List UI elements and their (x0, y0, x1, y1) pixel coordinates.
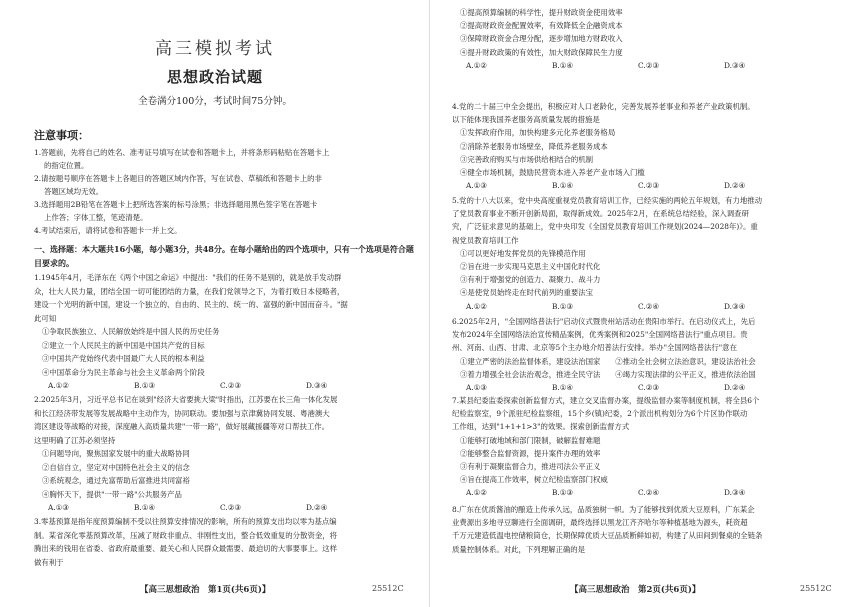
q-line: 工作组，达到"1+1+1>3"的效果。探索创新监督方式 (452, 422, 630, 432)
answer-options (452, 381, 848, 394)
notes-list (34, 146, 416, 237)
option: C.②③ (638, 181, 659, 191)
section-heading: 一、选择题：本大题共16小题，每小题3分，共48分。在每小题给出的四个选项中，只有一个选项是符合题目要求的。 (34, 244, 414, 268)
q-line: ②自信自立，坚定对中国特色社会主义的信念 (42, 462, 190, 472)
option: B.①④ (552, 60, 574, 70)
q-line: 发布2024年全国网络法治宣传精品案例，优秀案例和2025"全国网络普法行"重点项目。贵 (452, 330, 748, 340)
q-line: 建设一个光明的新中国，建设一个独立的、自由的、民主的、统一的、富强的新中国而奋斗。"据 (34, 300, 348, 309)
notice-heading: 注意事项： (34, 129, 89, 142)
option: A.①② (48, 381, 69, 390)
q-line: 湾区建设等战略的对接，深度融入高质量共建"一带一路"，做好展藏援疆等对口帮扶工作。 (34, 422, 330, 431)
option: A.①② (466, 60, 487, 70)
q-line: ④是使党员始终走在时代前列的重要法宝 (460, 288, 594, 298)
option: D.②④ (724, 383, 746, 393)
note-line: 2.请按题号顺序在答题卡上各题目的答题区域内作答，写在试卷、草稿纸和答题卡上的非 (34, 174, 322, 183)
option: B.①③ (552, 488, 574, 498)
q-line: ③保障财政资金合理分配，逐步增加地方财政收入 (460, 34, 623, 44)
q-line: 州、河南、山西、甘肃、北京等5个主办地介绍普法行安排。举办"全国网络普法行"意在 (452, 343, 737, 353)
q-line: ③中国共产党始终代表中国最广大人民的根本利益 (42, 354, 205, 363)
q-line: ④中国革命分为民主革命与社会主义革命两个阶段 (42, 367, 205, 377)
question-7 (452, 394, 848, 500)
option: C.②④ (638, 301, 659, 311)
option: C.②④ (638, 488, 659, 498)
page-footer: 【高三思想政治 第2页(共6页)】 (570, 585, 701, 595)
q-line: ②旨在进一步实现马克思主义中国化时代化 (460, 262, 601, 272)
question-6 (452, 315, 848, 394)
q-line: ④旨在提高工作效率，树立纪检监察部门权威 (460, 475, 608, 485)
answer-options (452, 179, 848, 192)
q-line: 纪检监察室，9个派驻纪检监察组，15个乡(镇)纪委，2个派出机构划分为6个片区协作联动 (452, 409, 748, 419)
q-line: 究，广泛征求意见的基础上，党中央印发《全国党员教育培训工作规划(2024—2028年)》。重 (452, 222, 758, 232)
question-4 (452, 100, 848, 192)
option: C.②③ (638, 383, 659, 393)
answer-options (452, 59, 848, 72)
q-line: 7.某县纪委监委探索创新监督方式，建立交叉监督办案，提级监督办案等制度机制，将全县6个 (452, 396, 760, 405)
q-line: 6.2025年2月，"全国网络普法行"启动仪式暨贵州站活动在贵阳市举行。在启动仪式上，先后 (452, 317, 756, 326)
option: D.③④ (724, 301, 746, 311)
q-line: ②消除养老服务市场壁垒，降低养老服务成本 (460, 141, 608, 151)
note-line: 的指定位置。 (44, 161, 89, 170)
q-line: ①发挥政府作用，加快构建多元化养老服务格局 (460, 128, 616, 138)
question-8 (452, 503, 848, 556)
q-line: 1.1945年4月，毛泽东在《两个中国之命运》中提出："我们的任务不是别的，就是放手发动群 (34, 273, 342, 282)
q-line: 制。某省深化零基预算改革，压减了财政非重点、非刚性支出，整合低效重复的分散资金，将 (34, 530, 338, 540)
answer-options (34, 379, 418, 393)
note-line: 3.选择题用2B铅笔在答题卡上把所选答案的标号涂黑；非选择题用黑色签字笔在答题卡 (34, 200, 318, 209)
q-line: 以下能体现我国养老服务高质量发展的措施是 (452, 115, 600, 125)
q-line: 这里明确了江苏必须坚持 (34, 435, 116, 445)
q-line: 众，壮大人民力量，团结全国一切可能团结的力量，在我们党领导之下，为着打败日本侵略者， (34, 286, 345, 296)
option: D.②④ (724, 181, 746, 191)
q-line: ③完善政府购买与市场供给相结合的机制 (460, 154, 594, 164)
q-line: ④健全市场机制，鼓励民营资本进入养老产业市场入门槛 (460, 168, 645, 178)
q-line: ②能够整合监督资源，提升案件办理的效率 (460, 448, 601, 458)
q-line: ③系统观念，通过先富帮助后富推进共同富裕 (42, 476, 190, 485)
q-line: ④提升财政政策的有效性，加大财政保障民生力度 (460, 47, 623, 57)
q-line: 千万元建造低温电控储粮筒仓，长期保障优质大豆品质断鲜如初，构建了从田间到餐桌的全链条 (452, 531, 763, 541)
q-line: 4.党的二十届三中全会提出，积极应对人口老龄化，完善发展养老事业和养老产业政策机制。 (452, 102, 755, 111)
q-line: 8.广东在优质酱油的酿造上传承久远，品质独树一帜。为了能够找到优质大豆原料，广东某企 (452, 505, 755, 514)
q-line: ①建立严密的法治监督体系，建设法治国家 ②推动全社会树立法治意识，建设法治社会 (460, 356, 756, 366)
option: B.①④ (134, 503, 156, 512)
q-line: ②建立一个人民民主的新中国是中国共产党的目标 (42, 340, 205, 350)
page-footer: 【高三思想政治 第1页(共6页)】 (140, 585, 271, 595)
q-line: ③有利于增强党的创造力、凝聚力、战斗力 (460, 275, 601, 285)
option: A.①③ (466, 181, 487, 191)
option: D.③④ (724, 488, 746, 498)
q-line: 和长江经济带发展等发展战略中主动作为，协同联动。要加强与京津冀协同发展、粤港澳大 (34, 408, 330, 418)
option: C.②③ (638, 60, 659, 70)
q-line: 腾出来的钱用在省委、省政府最重要、最关心和人民群众最需要、最迫切的大事要事上。这样 (34, 544, 338, 553)
question-3-continued (452, 6, 848, 72)
option: A.①③ (466, 383, 487, 393)
note-line: 4.考试结束后，请将试卷和答题卡一并上交。 (34, 226, 182, 235)
option: A.①② (466, 488, 487, 498)
question-5 (452, 194, 848, 313)
q-line: ①提高预算编制的科学性，提升财政资金使用效率 (460, 8, 623, 17)
q-line: ①问题导向，聚焦国家发展中的重大战略协同 (42, 449, 190, 458)
note-line: 答题区域均无效。 (44, 187, 104, 196)
subject-title: 思想政治试题 (166, 68, 263, 86)
q-line: 了党员教育事业不断开创新局面，取得新成效。2025年2月，在系统总结经验，深入调查研 (452, 209, 749, 219)
q-line: ①争取民族独立、人民解放始终是中国人民的历史任务 (42, 327, 220, 336)
q-line: 此可知 (34, 313, 57, 323)
q-line: 质量控制体系。对此，下列理解正确的是 (452, 544, 586, 554)
q-line: ④胸怀天下，提供"一带一路"公共服务产品 (42, 489, 182, 499)
option: A.①② (466, 301, 487, 311)
option: B.①④ (552, 383, 574, 393)
question-2 (34, 393, 418, 515)
q-line: ③着力增强全社会法治观念，推进全民守法 ④竭力实现法律的公平正义，推进依法治国 (460, 369, 756, 379)
answer-options (34, 501, 418, 515)
page-2 (430, 0, 860, 607)
option: A.①③ (48, 503, 69, 512)
paper-code: 25512C (372, 584, 404, 593)
q-line: 5.党的十八大以来，党中央高度重视党员教育培训工作，已经实施的两轮五年规划，有力地推动 (452, 196, 763, 205)
option: B.①④ (552, 181, 574, 191)
q-line: 3.零基预算是指年度预算编制不受以往预算安排情况的影响，所有的预算支出均以零为基点编 (34, 517, 337, 526)
option: D.③④ (306, 381, 328, 390)
note-line: 上作答；字体工整，笔迹清楚。 (44, 213, 148, 222)
q-line: 2.2025年3月，习近平总书记在谈到"经济大省要挑大梁"时指出，江苏要在长三角一体化发展 (34, 395, 338, 404)
option: B.①③ (134, 381, 156, 390)
option: B.①③ (552, 301, 574, 311)
q-line: ①能够打破地域和部门限制，破解监督难题 (460, 435, 601, 445)
note-line: 1.答题前，先将自己的姓名、准考证号填写在试卷和答题卡上，并将条形码粘贴在答题卡上 (34, 148, 330, 157)
q-line: ①可以更好地发挥党员的先锋模范作用 (460, 248, 586, 258)
q-line: ③有利于凝聚监督合力，推进司法公平正义 (460, 462, 601, 472)
q-line: 业费源出多地寻豆聊进行全面调研，最终选择以黑龙江齐齐哈尔等种植基地为源头，耗资超 (452, 518, 748, 528)
q-line: 做有利于 (34, 557, 64, 567)
option: D.③④ (724, 60, 746, 70)
q-line: 视党员教育培训工作 (452, 235, 519, 245)
q-line: ②提高财政资金配置效率，有效降低全企融资成本 (460, 21, 623, 31)
paper-code: 25512C (800, 584, 832, 593)
exam-title: 高三模拟考试 (155, 39, 275, 59)
exam-meta: 全卷满分100分，考试时间75分钟。 (138, 96, 292, 107)
question-1 (34, 271, 418, 393)
option: D.②④ (306, 503, 328, 512)
question-3 (34, 515, 418, 569)
option: C.②③ (220, 503, 241, 512)
answer-options (452, 486, 848, 499)
answer-options (452, 300, 848, 313)
option: C.②③ (220, 381, 241, 390)
